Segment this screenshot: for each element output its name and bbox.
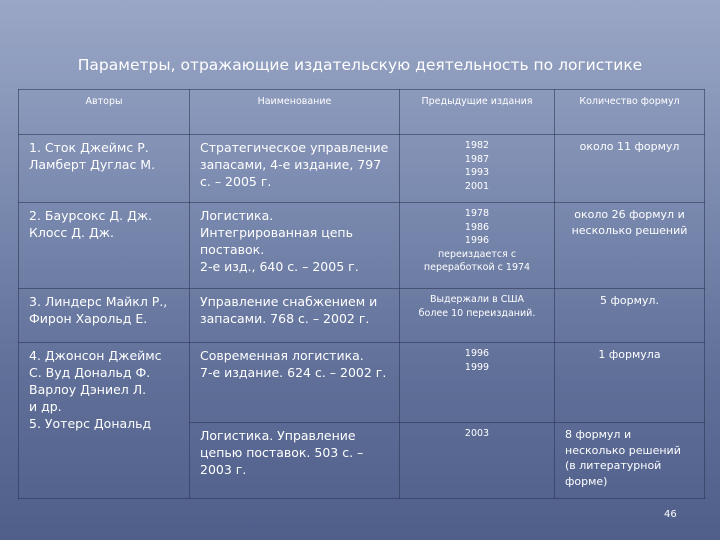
edition-year: 1982 — [464, 140, 490, 151]
title-line: Логистика. Управление — [200, 428, 356, 443]
previous-editions-cell — [400, 135, 555, 203]
formula-count-cell — [555, 289, 705, 343]
title-line: цепью поставок. 503 с. – — [200, 445, 364, 460]
author-line: 4. Джонсон Джеймс — [29, 348, 162, 363]
title-line: поставок. — [200, 242, 265, 257]
author-line: 5. Уотерс Дональд — [29, 416, 152, 431]
formula-count-cell — [555, 423, 705, 499]
title-cell — [190, 289, 400, 343]
edition-year: 1996 — [464, 235, 490, 246]
edition-year: 1993 — [464, 167, 490, 178]
table-header-row — [19, 90, 705, 135]
previous-editions-cell — [400, 203, 555, 289]
previous-editions-cell — [400, 423, 555, 499]
edition-year: 1996 — [464, 348, 490, 359]
title-line: 2003 г. — [200, 462, 247, 477]
title-line: Современная логистика. — [200, 348, 364, 363]
formula-line: несколько решений — [571, 223, 688, 237]
title-line: с. – 2005 г. — [200, 174, 272, 189]
author-line: Фирон Харольд Е. — [29, 311, 148, 326]
edition-note: Выдержали в США — [429, 294, 525, 305]
header-authors: Авторы — [19, 90, 190, 135]
parameters-table — [18, 89, 705, 499]
author-line: 2. Баурсокс Д. Дж. — [29, 208, 153, 223]
authors-cell — [19, 289, 190, 343]
title-line: Интегрированная цепь — [200, 225, 353, 240]
formula-line: 1 формула — [598, 348, 661, 361]
title-line: 7-е издание. 624 с. – 2002 г. — [200, 365, 387, 380]
authors-cell — [19, 343, 190, 499]
formula-count-cell — [555, 343, 705, 423]
author-line: и др. — [29, 399, 62, 414]
table-row — [19, 343, 705, 423]
author-line: Варлоу Дэниел Л. — [29, 382, 147, 397]
header-name: Наименование — [190, 90, 400, 135]
edition-year: 1999 — [464, 361, 490, 373]
edition-note: переиздается с — [437, 248, 517, 260]
previous-editions-cell — [400, 343, 555, 423]
formula-count-cell — [555, 135, 705, 203]
edition-year: 1978 — [464, 208, 490, 219]
author-line: Ламберт Дуглас М. — [29, 157, 156, 172]
edition-note: более 10 переизданий. — [418, 307, 536, 319]
author-line: 1. Сток Джеймс Р. — [29, 140, 149, 155]
header-previous-editions: Предыдущие издания — [400, 90, 555, 135]
title-cell — [190, 343, 400, 423]
slide-title: Параметры, отражающие издательскую деятельность по логистике — [77, 56, 643, 74]
authors-cell — [19, 203, 190, 289]
author-line: 3. Линдерс Майкл Р., — [29, 294, 168, 309]
formula-line: несколько решений — [565, 443, 681, 457]
title-line: 2-е изд., 640 с. – 2005 г. — [200, 259, 359, 274]
edition-year: 1987 — [464, 153, 490, 165]
title-line: Стратегическое управление — [200, 140, 389, 155]
formula-line: 8 формул и — [565, 428, 632, 441]
authors-cell — [19, 135, 190, 203]
edition-note: переработкой с 1974 — [423, 262, 531, 273]
title-cell — [190, 203, 400, 289]
page-number: 46 — [664, 509, 677, 520]
title-line: Логистика. — [200, 208, 274, 223]
formula-line: 5 формул. — [600, 294, 659, 307]
formula-count-cell — [555, 203, 705, 289]
title-line: запасами, 4-е издание, 797 — [200, 157, 382, 172]
formula-line: (в литературной — [565, 459, 662, 472]
table-row — [19, 135, 705, 203]
edition-year: 1986 — [464, 221, 490, 233]
edition-year: 2001 — [464, 180, 490, 192]
formula-line: форме) — [565, 474, 608, 488]
edition-year: 2003 — [464, 428, 490, 439]
author-line: С. Вуд Дональд Ф. — [29, 365, 151, 380]
header-formula-count: Количество формул — [555, 90, 705, 135]
title-line: Управление снабжением и — [200, 294, 378, 309]
previous-editions-cell — [400, 289, 555, 343]
formula-line: около 26 формул и — [574, 208, 685, 221]
title-cell — [190, 135, 400, 203]
title-line: запасами. 768 с. – 2002 г. — [200, 311, 370, 326]
formula-line: около 11 формул — [579, 140, 680, 153]
table-row — [19, 203, 705, 289]
author-line: Клосс Д. Дж. — [29, 225, 114, 240]
title-cell — [190, 423, 400, 499]
table-row — [19, 289, 705, 343]
